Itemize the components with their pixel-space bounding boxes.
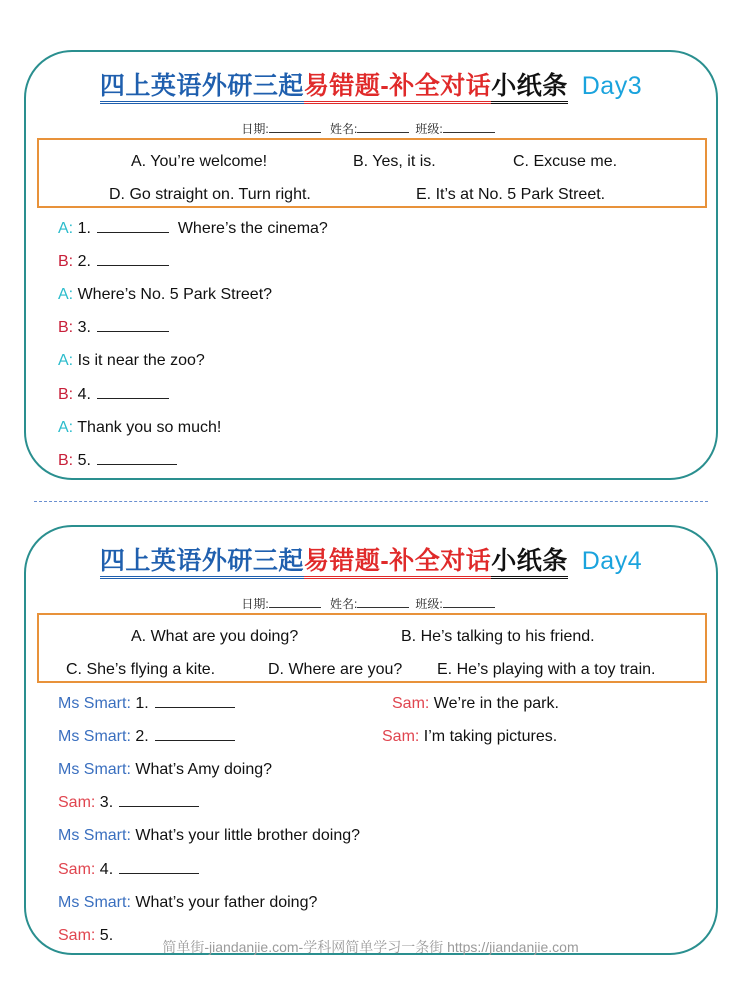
dialogue-row bbox=[58, 861, 199, 879]
date-blank[interactable] bbox=[269, 122, 321, 133]
speaker-label: Sam: bbox=[382, 728, 420, 745]
dialogue-row bbox=[58, 319, 169, 337]
answer-blank[interactable] bbox=[155, 728, 235, 741]
speaker-label: Sam: bbox=[392, 695, 430, 712]
row-text: 5. bbox=[77, 452, 91, 469]
speaker-label: B: bbox=[58, 452, 74, 469]
title-day: Day4 bbox=[581, 547, 643, 575]
row-text: 3. bbox=[77, 319, 91, 336]
date-label: 日期: bbox=[241, 122, 269, 136]
row-text: What’s your father doing? bbox=[135, 894, 318, 911]
speaker-label: B: bbox=[58, 319, 74, 336]
worksheet-card-day3 bbox=[24, 50, 718, 480]
row-text: Is it near the zoo? bbox=[77, 352, 205, 369]
title-part1: 四上英语外研三起 bbox=[100, 547, 304, 579]
title-part2: 易错题-补全对话 bbox=[304, 72, 491, 104]
speaker-label: Ms Smart: bbox=[58, 894, 131, 911]
date-blank[interactable] bbox=[269, 597, 321, 608]
dialogue-row bbox=[58, 452, 177, 470]
student-info bbox=[26, 120, 716, 137]
title-part3: 小纸条 bbox=[491, 72, 568, 104]
dialogue-row bbox=[58, 419, 221, 437]
dialogue-row bbox=[58, 827, 360, 845]
speaker-label: Sam: bbox=[58, 794, 96, 811]
speaker-label: Ms Smart: bbox=[58, 728, 131, 745]
answer-blank[interactable] bbox=[119, 861, 199, 874]
answer-blank[interactable] bbox=[97, 319, 169, 332]
answer-blank[interactable] bbox=[155, 695, 235, 708]
row-text: What’s Amy doing? bbox=[135, 761, 273, 778]
class-blank[interactable] bbox=[443, 122, 495, 133]
option-d: D. Where are you? bbox=[268, 661, 403, 678]
row-text-after: Where’s the cinema? bbox=[177, 220, 328, 237]
date-label: 日期: bbox=[241, 597, 269, 611]
option-c: C. Excuse me. bbox=[513, 153, 618, 170]
row-text: I’m taking pictures. bbox=[423, 728, 558, 745]
speaker-label: Ms Smart: bbox=[58, 827, 131, 844]
row-text: 1. bbox=[77, 220, 91, 237]
answer-blank[interactable] bbox=[119, 794, 199, 807]
name-blank[interactable] bbox=[357, 597, 409, 608]
option-b: B. He’s talking to his friend. bbox=[401, 628, 595, 645]
answer-blank[interactable] bbox=[97, 386, 169, 399]
name-label: 姓名: bbox=[330, 597, 358, 611]
row-text: Where’s No. 5 Park Street? bbox=[77, 286, 273, 303]
dialogue-row bbox=[58, 220, 328, 238]
dialogue-row bbox=[58, 728, 235, 746]
name-label: 姓名: bbox=[330, 122, 358, 136]
watermark-footer: 简单街-jiandanjie.com-学科网简单学习一条街 https://jiandanjie.com bbox=[162, 939, 579, 955]
dialogue-row bbox=[58, 761, 272, 779]
row-text: We’re in the park. bbox=[433, 695, 559, 712]
speaker-label: Ms Smart: bbox=[58, 695, 131, 712]
speaker-label: A: bbox=[58, 220, 74, 237]
speaker-label: B: bbox=[58, 386, 74, 403]
speaker-label: A: bbox=[58, 286, 74, 303]
class-blank[interactable] bbox=[443, 597, 495, 608]
dialogue-row bbox=[58, 794, 199, 812]
dialogue-row bbox=[58, 286, 272, 304]
title-part1: 四上英语外研三起 bbox=[100, 72, 304, 104]
answer-blank[interactable] bbox=[97, 452, 177, 465]
row-text: 4. bbox=[99, 861, 114, 878]
speaker-label: B: bbox=[58, 253, 74, 270]
option-c: C. She’s flying a kite. bbox=[66, 661, 216, 678]
class-label: 班级: bbox=[415, 122, 443, 136]
row-text: 1. bbox=[135, 695, 149, 712]
title-part2: 易错题-补全对话 bbox=[304, 547, 491, 579]
dialogue-row bbox=[58, 894, 317, 912]
row-text: 4. bbox=[77, 386, 91, 403]
title-day: Day3 bbox=[581, 72, 643, 100]
row-text: What’s your little brother doing? bbox=[135, 827, 361, 844]
row-text: Thank you so much! bbox=[77, 419, 222, 436]
answer-blank[interactable] bbox=[97, 253, 169, 266]
answer-blank[interactable] bbox=[97, 220, 169, 233]
option-a: A. You’re welcome! bbox=[131, 153, 268, 170]
option-d: D. Go straight on. Turn right. bbox=[109, 186, 311, 203]
dialogue-row bbox=[58, 253, 169, 271]
name-blank[interactable] bbox=[357, 122, 409, 133]
worksheet-card-day4 bbox=[24, 525, 718, 955]
dialogue-row bbox=[58, 352, 205, 370]
row-text: 2. bbox=[135, 728, 149, 745]
option-e: E. It’s at No. 5 Park Street. bbox=[416, 186, 606, 203]
options-box bbox=[37, 138, 707, 208]
cut-line-divider bbox=[34, 501, 708, 502]
row-text: 3. bbox=[99, 794, 114, 811]
speaker-label: A: bbox=[58, 352, 74, 369]
student-info bbox=[26, 595, 716, 612]
speaker-label: Sam: bbox=[58, 861, 96, 878]
title-part3: 小纸条 bbox=[491, 547, 568, 579]
row-text: 5. bbox=[99, 927, 114, 944]
card-title bbox=[26, 66, 716, 102]
speaker-label: A: bbox=[58, 419, 74, 436]
options-box bbox=[37, 613, 707, 683]
dialogue-row bbox=[58, 386, 169, 404]
option-e: E. He’s playing with a toy train. bbox=[437, 661, 656, 678]
speaker-label: Sam: bbox=[58, 927, 96, 944]
dialogue-row bbox=[382, 728, 557, 746]
option-b: B. Yes, it is. bbox=[353, 153, 436, 170]
class-label: 班级: bbox=[415, 597, 443, 611]
speaker-label: Ms Smart: bbox=[58, 761, 131, 778]
dialogue-row bbox=[392, 695, 559, 713]
card-title bbox=[26, 541, 716, 577]
option-a: A. What are you doing? bbox=[131, 628, 299, 645]
dialogue-row bbox=[58, 695, 235, 713]
row-text: 2. bbox=[77, 253, 91, 270]
